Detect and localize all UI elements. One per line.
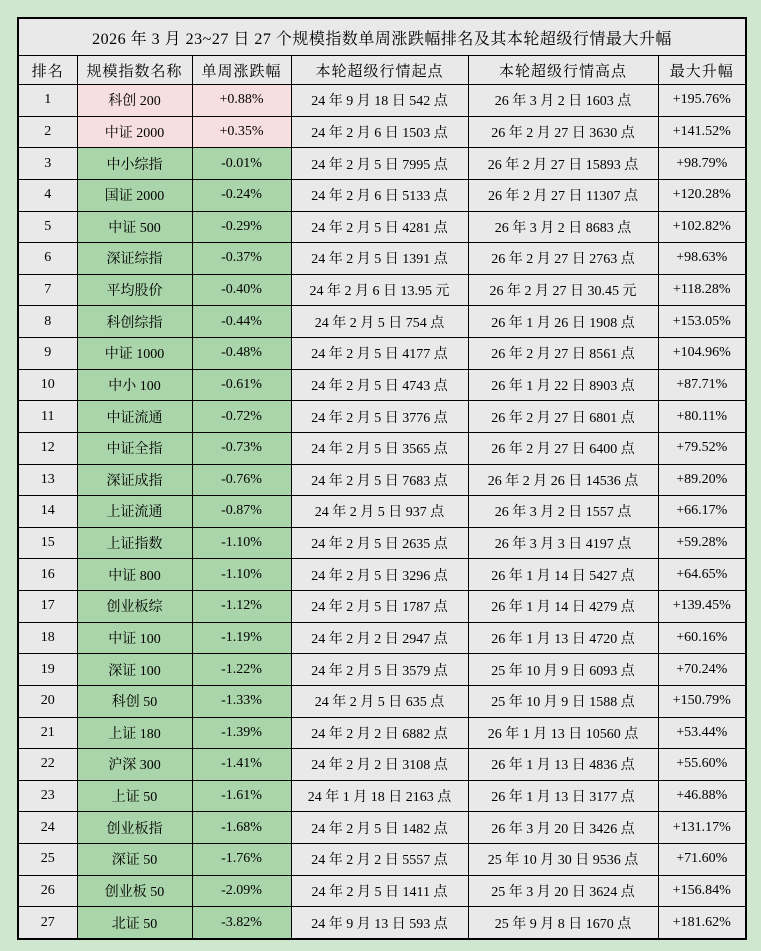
weekly-change-cell: -0.37% [192, 243, 291, 275]
rank-cell: 10 [18, 369, 77, 401]
rank-cell: 2 [18, 116, 77, 148]
column-header-max-gain: 最大升幅 [658, 56, 746, 85]
index-name-cell: 创业板综 [77, 591, 192, 623]
table-row [18, 527, 746, 559]
index-name-cell: 中证流通 [77, 401, 192, 433]
column-header-rally-start: 本轮超级行情起点 [291, 56, 468, 85]
max-gain-cell: +104.96% [658, 338, 746, 370]
rally-high-cell: 26 年 2 月 26 日 14536 点 [468, 464, 658, 496]
table-row [18, 591, 746, 623]
rally-high-cell: 26 年 2 月 27 日 3630 点 [468, 116, 658, 148]
max-gain-cell: +156.84% [658, 875, 746, 907]
table-row [18, 654, 746, 686]
table-row [18, 717, 746, 749]
rally-start-cell: 24 年 2 月 5 日 3565 点 [291, 432, 468, 464]
rally-high-cell: 25 年 10 月 30 日 9536 点 [468, 844, 658, 876]
max-gain-cell: +141.52% [658, 116, 746, 148]
rally-high-cell: 26 年 2 月 27 日 2763 点 [468, 243, 658, 275]
table-row [18, 432, 746, 464]
weekly-change-cell: -0.72% [192, 401, 291, 433]
rally-start-cell: 24 年 2 月 5 日 937 点 [291, 496, 468, 528]
table-row [18, 211, 746, 243]
header-row [18, 56, 746, 85]
weekly-change-cell: -0.44% [192, 306, 291, 338]
table-row [18, 875, 746, 907]
rally-high-cell: 26 年 1 月 22 日 8903 点 [468, 369, 658, 401]
weekly-change-cell: -3.82% [192, 907, 291, 939]
weekly-change-cell: -0.87% [192, 496, 291, 528]
rank-cell: 18 [18, 622, 77, 654]
index-name-cell: 上证 50 [77, 780, 192, 812]
index-name-cell: 中证 800 [77, 559, 192, 591]
table-row [18, 306, 746, 338]
max-gain-cell: +64.65% [658, 559, 746, 591]
rally-start-cell: 24 年 2 月 5 日 635 点 [291, 685, 468, 717]
table-row [18, 749, 746, 781]
rally-high-cell: 26 年 3 月 2 日 1603 点 [468, 85, 658, 117]
rally-start-cell: 24 年 2 月 5 日 1787 点 [291, 591, 468, 623]
rank-cell: 26 [18, 875, 77, 907]
weekly-change-cell: -1.10% [192, 559, 291, 591]
rally-high-cell: 26 年 1 月 13 日 10560 点 [468, 717, 658, 749]
max-gain-cell: +120.28% [658, 179, 746, 211]
max-gain-cell: +59.28% [658, 527, 746, 559]
column-header-week-change: 单周涨跌幅 [192, 56, 291, 85]
table-row [18, 464, 746, 496]
index-name-cell: 创业板 50 [77, 875, 192, 907]
rally-start-cell: 24 年 2 月 2 日 5557 点 [291, 844, 468, 876]
table-row [18, 179, 746, 211]
index-name-cell: 中小 100 [77, 369, 192, 401]
index-name-cell: 深证成指 [77, 464, 192, 496]
index-name-cell: 深证综指 [77, 243, 192, 275]
table-row [18, 274, 746, 306]
rally-high-cell: 25 年 9 月 8 日 1670 点 [468, 907, 658, 939]
rally-high-cell: 25 年 3 月 20 日 3624 点 [468, 875, 658, 907]
title-row [18, 18, 746, 56]
rally-start-cell: 24 年 2 月 2 日 6882 点 [291, 717, 468, 749]
rally-start-cell: 24 年 2 月 5 日 7995 点 [291, 148, 468, 180]
table-row [18, 559, 746, 591]
rank-cell: 12 [18, 432, 77, 464]
rally-start-cell: 24 年 9 月 13 日 593 点 [291, 907, 468, 939]
weekly-change-cell: -2.09% [192, 875, 291, 907]
rally-high-cell: 26 年 2 月 27 日 30.45 元 [468, 274, 658, 306]
weekly-change-cell: -0.76% [192, 464, 291, 496]
max-gain-cell: +53.44% [658, 717, 746, 749]
weekly-change-cell: -1.33% [192, 685, 291, 717]
rank-cell: 11 [18, 401, 77, 433]
max-gain-cell: +150.79% [658, 685, 746, 717]
index-name-cell: 科创 50 [77, 685, 192, 717]
rally-high-cell: 25 年 10 月 9 日 6093 点 [468, 654, 658, 686]
rally-start-cell: 24 年 2 月 6 日 5133 点 [291, 179, 468, 211]
weekly-change-cell: +0.35% [192, 116, 291, 148]
rank-cell: 23 [18, 780, 77, 812]
rally-high-cell: 26 年 3 月 20 日 3426 点 [468, 812, 658, 844]
weekly-change-cell: -1.39% [192, 717, 291, 749]
table-row [18, 907, 746, 939]
column-header-index-name: 规模指数名称 [77, 56, 192, 85]
max-gain-cell: +102.82% [658, 211, 746, 243]
table-row [18, 685, 746, 717]
weekly-change-cell: -1.10% [192, 527, 291, 559]
table-row [18, 622, 746, 654]
rally-start-cell: 24 年 2 月 5 日 4281 点 [291, 211, 468, 243]
index-name-cell: 创业板指 [77, 812, 192, 844]
max-gain-cell: +118.28% [658, 274, 746, 306]
max-gain-cell: +70.24% [658, 654, 746, 686]
max-gain-cell: +60.16% [658, 622, 746, 654]
rally-start-cell: 24 年 2 月 5 日 3296 点 [291, 559, 468, 591]
table-row [18, 812, 746, 844]
rally-high-cell: 26 年 1 月 14 日 5427 点 [468, 559, 658, 591]
rank-cell: 5 [18, 211, 77, 243]
index-name-cell: 中证 100 [77, 622, 192, 654]
max-gain-cell: +79.52% [658, 432, 746, 464]
weekly-change-cell: -1.19% [192, 622, 291, 654]
rally-high-cell: 26 年 3 月 3 日 4197 点 [468, 527, 658, 559]
index-name-cell: 中小综指 [77, 148, 192, 180]
rank-cell: 7 [18, 274, 77, 306]
rally-start-cell: 24 年 2 月 5 日 1482 点 [291, 812, 468, 844]
rally-high-cell: 26 年 2 月 27 日 15893 点 [468, 148, 658, 180]
weekly-change-cell: -0.29% [192, 211, 291, 243]
max-gain-cell: +139.45% [658, 591, 746, 623]
max-gain-cell: +181.62% [658, 907, 746, 939]
weekly-change-cell: -0.40% [192, 274, 291, 306]
rank-cell: 16 [18, 559, 77, 591]
index-name-cell: 中证 500 [77, 211, 192, 243]
rally-high-cell: 26 年 3 月 2 日 8683 点 [468, 211, 658, 243]
rank-cell: 14 [18, 496, 77, 528]
weekly-change-cell: -0.73% [192, 432, 291, 464]
index-name-cell: 国证 2000 [77, 179, 192, 211]
rally-start-cell: 24 年 2 月 6 日 1503 点 [291, 116, 468, 148]
rank-cell: 27 [18, 907, 77, 939]
index-name-cell: 平均股价 [77, 274, 192, 306]
rally-high-cell: 26 年 1 月 13 日 3177 点 [468, 780, 658, 812]
rally-start-cell: 24 年 1 月 18 日 2163 点 [291, 780, 468, 812]
weekly-change-cell: -0.01% [192, 148, 291, 180]
table-title: 2026 年 3 月 23~27 日 27 个规模指数单周涨跌幅排名及其本轮超级行情最大升幅 [18, 18, 746, 56]
rank-cell: 21 [18, 717, 77, 749]
table-row [18, 116, 746, 148]
rally-high-cell: 26 年 3 月 2 日 1557 点 [468, 496, 658, 528]
rally-start-cell: 24 年 9 月 18 日 542 点 [291, 85, 468, 117]
index-name-cell: 沪深 300 [77, 749, 192, 781]
index-name-cell: 北证 50 [77, 907, 192, 939]
rally-start-cell: 24 年 2 月 5 日 3776 点 [291, 401, 468, 433]
table-row [18, 243, 746, 275]
weekly-change-cell: -1.76% [192, 844, 291, 876]
rank-cell: 4 [18, 179, 77, 211]
weekly-change-cell: -1.68% [192, 812, 291, 844]
index-name-cell: 上证 180 [77, 717, 192, 749]
index-name-cell: 中证 1000 [77, 338, 192, 370]
column-header-rally-high: 本轮超级行情高点 [468, 56, 658, 85]
table-body [18, 85, 746, 940]
rally-high-cell: 26 年 2 月 27 日 6801 点 [468, 401, 658, 433]
table-row [18, 844, 746, 876]
rally-start-cell: 24 年 2 月 5 日 1411 点 [291, 875, 468, 907]
weekly-change-cell: -0.61% [192, 369, 291, 401]
rally-start-cell: 24 年 2 月 5 日 2635 点 [291, 527, 468, 559]
index-ranking-table [17, 17, 747, 940]
weekly-change-cell: -1.12% [192, 591, 291, 623]
table-row [18, 496, 746, 528]
rank-cell: 3 [18, 148, 77, 180]
index-name-cell: 上证指数 [77, 527, 192, 559]
table-row [18, 148, 746, 180]
table-row [18, 369, 746, 401]
rally-high-cell: 26 年 1 月 13 日 4836 点 [468, 749, 658, 781]
table-row [18, 85, 746, 117]
rank-cell: 25 [18, 844, 77, 876]
weekly-change-cell: -0.48% [192, 338, 291, 370]
rally-high-cell: 26 年 2 月 27 日 6400 点 [468, 432, 658, 464]
index-name-cell: 科创 200 [77, 85, 192, 117]
rank-cell: 8 [18, 306, 77, 338]
rally-start-cell: 24 年 2 月 5 日 1391 点 [291, 243, 468, 275]
index-name-cell: 深证 100 [77, 654, 192, 686]
max-gain-cell: +71.60% [658, 844, 746, 876]
weekly-change-cell: -0.24% [192, 179, 291, 211]
rank-cell: 22 [18, 749, 77, 781]
rally-high-cell: 25 年 10 月 9 日 1588 点 [468, 685, 658, 717]
max-gain-cell: +131.17% [658, 812, 746, 844]
rally-start-cell: 24 年 2 月 2 日 2947 点 [291, 622, 468, 654]
rally-high-cell: 26 年 1 月 13 日 4720 点 [468, 622, 658, 654]
index-name-cell: 中证 2000 [77, 116, 192, 148]
rank-cell: 20 [18, 685, 77, 717]
rank-cell: 19 [18, 654, 77, 686]
max-gain-cell: +46.88% [658, 780, 746, 812]
rally-start-cell: 24 年 2 月 2 日 3108 点 [291, 749, 468, 781]
max-gain-cell: +87.71% [658, 369, 746, 401]
rally-high-cell: 26 年 1 月 14 日 4279 点 [468, 591, 658, 623]
rally-start-cell: 24 年 2 月 6 日 13.95 元 [291, 274, 468, 306]
rally-high-cell: 26 年 2 月 27 日 11307 点 [468, 179, 658, 211]
weekly-change-cell: -1.61% [192, 780, 291, 812]
rally-start-cell: 24 年 2 月 5 日 4177 点 [291, 338, 468, 370]
rank-cell: 1 [18, 85, 77, 117]
index-name-cell: 中证全指 [77, 432, 192, 464]
rank-cell: 24 [18, 812, 77, 844]
max-gain-cell: +80.11% [658, 401, 746, 433]
index-name-cell: 科创综指 [77, 306, 192, 338]
max-gain-cell: +98.79% [658, 148, 746, 180]
table-row [18, 780, 746, 812]
rank-cell: 15 [18, 527, 77, 559]
weekly-change-cell: -1.22% [192, 654, 291, 686]
max-gain-cell: +55.60% [658, 749, 746, 781]
column-header-rank: 排名 [18, 56, 77, 85]
index-name-cell: 深证 50 [77, 844, 192, 876]
weekly-change-cell: -1.41% [192, 749, 291, 781]
rally-start-cell: 24 年 2 月 5 日 3579 点 [291, 654, 468, 686]
rally-high-cell: 26 年 1 月 26 日 1908 点 [468, 306, 658, 338]
max-gain-cell: +89.20% [658, 464, 746, 496]
rally-start-cell: 24 年 2 月 5 日 754 点 [291, 306, 468, 338]
rank-cell: 6 [18, 243, 77, 275]
rank-cell: 13 [18, 464, 77, 496]
rally-start-cell: 24 年 2 月 5 日 4743 点 [291, 369, 468, 401]
index-name-cell: 上证流通 [77, 496, 192, 528]
max-gain-cell: +98.63% [658, 243, 746, 275]
rally-high-cell: 26 年 2 月 27 日 8561 点 [468, 338, 658, 370]
max-gain-cell: +66.17% [658, 496, 746, 528]
weekly-change-cell: +0.88% [192, 85, 291, 117]
table-row [18, 338, 746, 370]
table-row [18, 401, 746, 433]
rank-cell: 9 [18, 338, 77, 370]
rank-cell: 17 [18, 591, 77, 623]
max-gain-cell: +153.05% [658, 306, 746, 338]
max-gain-cell: +195.76% [658, 85, 746, 117]
rally-start-cell: 24 年 2 月 5 日 7683 点 [291, 464, 468, 496]
